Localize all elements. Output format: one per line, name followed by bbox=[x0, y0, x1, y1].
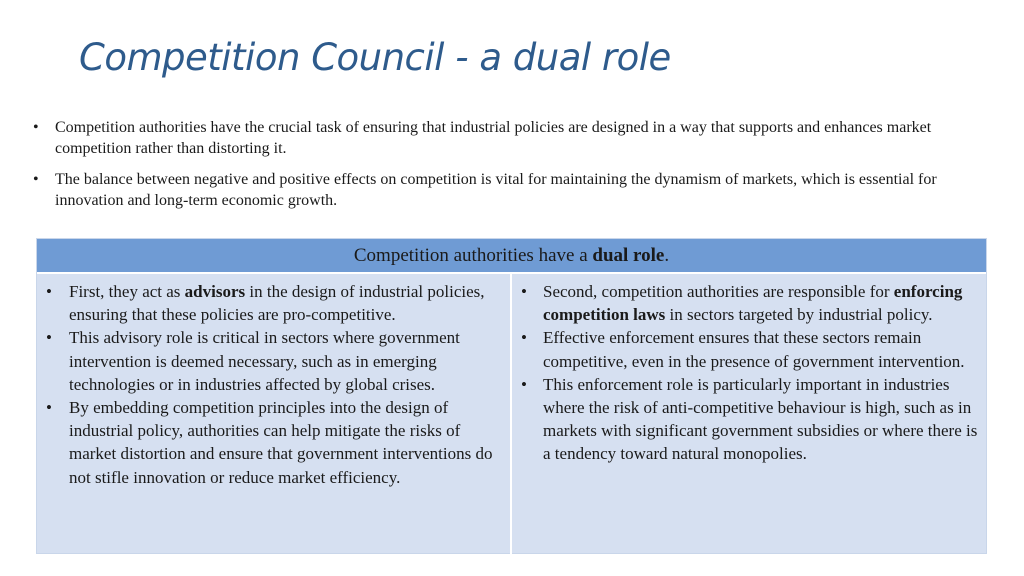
list-item-text: in the design of industrial policies, ensuring that these policies are pro-competitive. bbox=[69, 282, 485, 325]
intro-bullet bbox=[32, 117, 992, 159]
list-item bbox=[512, 280, 986, 326]
slide-title: Competition Council - a dual role bbox=[79, 36, 671, 79]
intro-bullet-list bbox=[32, 117, 992, 221]
table-header-text: Competition authorities have a bbox=[353, 245, 593, 266]
list-item bbox=[37, 396, 510, 489]
enforcement-list bbox=[512, 280, 986, 466]
list-item bbox=[512, 326, 986, 372]
bullet-glyph: • bbox=[46, 398, 52, 418]
list-item-text: First, they act as bbox=[69, 282, 185, 301]
list-item-emphasis: enforcing competition laws bbox=[543, 282, 963, 325]
intro-bullet-text: Competition authorities have the crucial task of ensuring that industrial policies are designed in a way that supports and enhances market competition rather than distorting it. bbox=[55, 119, 932, 157]
list-item-text: in sectors targeted by industrial policy. bbox=[665, 305, 933, 325]
table-header-suffix: . bbox=[664, 245, 670, 266]
bullet-glyph: • bbox=[33, 119, 39, 136]
intro-bullet bbox=[32, 169, 992, 211]
table-header-emphasis: dual role bbox=[592, 245, 665, 266]
table-body bbox=[37, 274, 986, 555]
bullet-glyph: • bbox=[33, 171, 39, 188]
intro-bullet-text: The balance between negative and positive effects on competition is vital for maintaining the dynamism of markets, which is essential for innovation and long-term economic growth. bbox=[55, 171, 937, 209]
advisory-column bbox=[37, 274, 512, 555]
list-item-emphasis: advisors bbox=[184, 282, 246, 301]
bullet-glyph: • bbox=[521, 374, 527, 394]
bullet-glyph: • bbox=[521, 282, 527, 301]
list-item bbox=[37, 280, 510, 326]
bullet-glyph: • bbox=[46, 282, 52, 301]
list-item-text: Effective enforcement ensures that these sectors remain competitive, even in the presence of government intervention. bbox=[543, 328, 965, 371]
table-header bbox=[37, 239, 986, 274]
list-item-text: Second, competition authorities are responsible for bbox=[543, 282, 894, 301]
list-item-text: By embedding competition principles into the design of industrial policy, authorities can help mitigate the risks of market distortion and ensure that government interventions do not stifle innovation or reduce market efficiency. bbox=[69, 398, 493, 487]
advisory-list bbox=[37, 280, 510, 489]
list-item-text: This enforcement role is particularly important in industries where the risk of anti-competitive behaviour is high, such as in markets with significant government subsidies or where there is a tendency toward natural monopolies. bbox=[543, 374, 978, 464]
bullet-glyph: • bbox=[521, 328, 527, 348]
bullet-glyph: • bbox=[46, 328, 52, 348]
list-item bbox=[512, 373, 986, 466]
enforcement-column bbox=[512, 274, 986, 555]
list-item-text: This advisory role is critical in sectors where government intervention is deemed necessary, such as in emerging technologies or in industries affected by global crises. bbox=[69, 328, 460, 394]
list-item bbox=[37, 326, 510, 396]
dual-role-table bbox=[36, 238, 987, 554]
